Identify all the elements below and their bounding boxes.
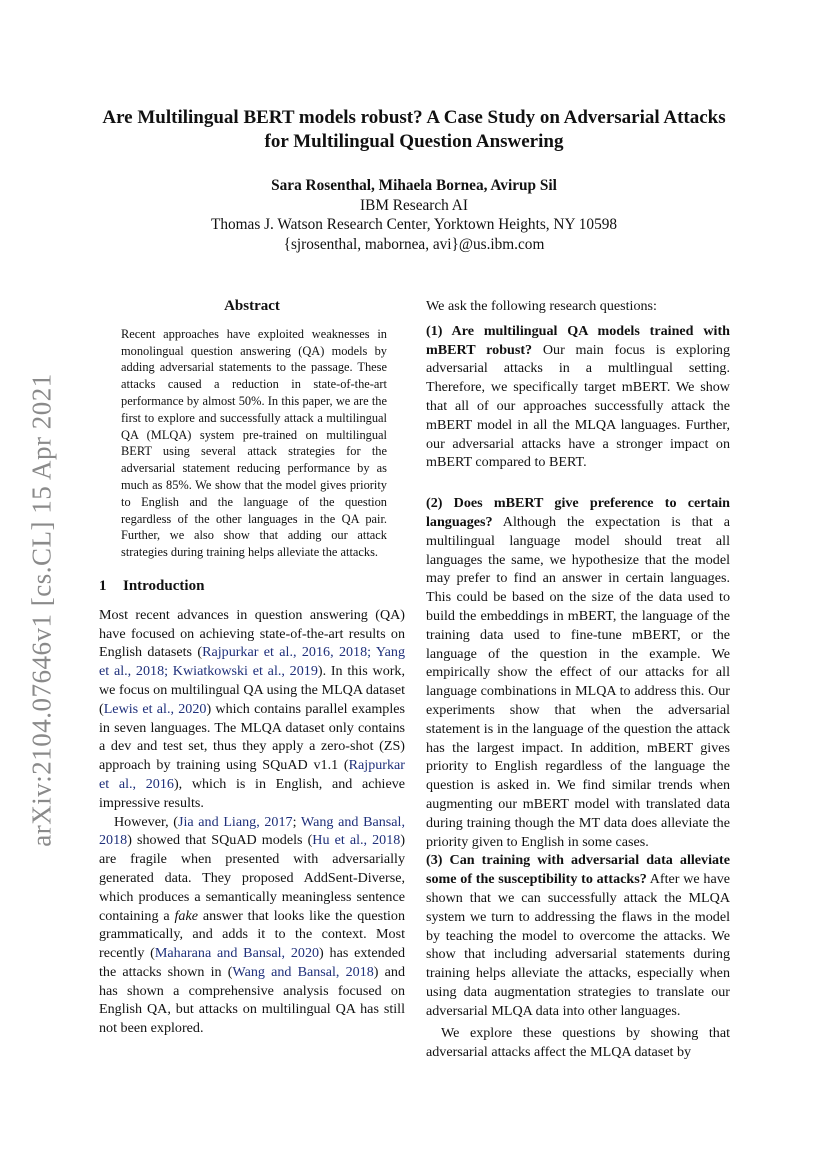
citation-link[interactable]: Wang and Bansal, 2018 <box>99 813 405 849</box>
author-affiliation: IBM Research AI <box>360 196 468 214</box>
text-run: Most recent advances in question answering (QA) have focused on achieving state-of-the-art results on English datasets ( <box>99 606 405 661</box>
text-run: ), which is in English, and achieve impressive results. <box>99 775 405 811</box>
author-address: Thomas J. Watson Research Center, Yorktown Heights, NY 10598 <box>210 216 618 233</box>
citation-link[interactable]: Jia and Liang, 2017 <box>177 813 293 830</box>
abstract-heading: Abstract <box>224 298 280 314</box>
text-run: ) showed that SQuAD models ( <box>127 832 313 849</box>
citation-link[interactable]: Lewis et al., 2020 <box>103 700 207 717</box>
text-run: ) and has shown a comprehensive analysis focused on English QA, but attacks on multilingual QA has still not been explored. <box>99 963 405 1037</box>
citation-link[interactable]: Rajpurkar et al., 2016, 2018; Yang et al., 2018; Kwiatkowski et al., 2019 <box>99 644 405 680</box>
text-run: ) are fragile when presented with adversarially generated data. They proposed AddSent-Diverse, which produces a semantically meaningless sentence containing a <box>99 832 406 924</box>
paper-title: Are Multilingual BERT models robust? A Case Study on Adversarial Attacks for Multilingual Question Answering <box>102 107 726 152</box>
text-run: answer that looks like the question grammatically, and adds it to the context. Most recently ( <box>99 907 405 962</box>
research-question-2 <box>426 494 730 851</box>
intro-paragraph-2 <box>99 813 405 1039</box>
abstract-text: Recent approaches have exploited weaknesses in monolingual question answering (QA) models by adding adversarial statements to the passage. These attacks caused a reduction in state-of-the-art performance by almost 50%. In this paper, we are the first to explore and successfully attack a multilingual QA (MLQA) system pre-trained on multilingual BERT using several attack strategies for the adversarial statement reducing performance by as much as 85%. We show that the model gives priority to English and the language of the question regardless of the other languages in the QA pair. Further, we also show that adding our attack strategies during training helps alleviate the attacks. <box>121 326 387 560</box>
section-title: Introduction <box>123 577 205 594</box>
question-text: Our main focus is exploring adversarial attacks in a multlingual setting. Therefore, we specifically target mBERT. We show that all of our approaches successfully attack the mBERT model in all the MLQA languages. Further, our adversarial attacks have a stronger impact on mBERT compared to BERT. <box>426 341 730 471</box>
left-column <box>99 297 405 1038</box>
intro-paragraph-1 <box>99 606 405 813</box>
section-heading-introduction <box>99 577 405 596</box>
research-questions-lead: We ask the following research questions: <box>426 298 657 314</box>
text-run: ; <box>292 813 301 830</box>
question-heading: (2) Does mBERT give preference to certain languages? <box>426 495 730 530</box>
author-block <box>90 176 738 254</box>
text-run: ) has extended the attacks shown in ( <box>99 945 405 980</box>
citation-link[interactable]: Maharana and Bansal, 2020 <box>154 945 320 962</box>
question-heading: (1) Are multilingual QA models trained with mBERT robust? <box>426 322 730 358</box>
question-heading: (3) Can training with adversarial data alleviate some of the susceptibility to attacks? <box>426 852 730 888</box>
author-emails: {sjrosenthal, mabornea, avi}@us.ibm.com <box>283 235 545 253</box>
citation-link[interactable]: Hu et al., 2018 <box>312 832 401 849</box>
arxiv-identifier <box>22 360 62 860</box>
emphasis-text: fake <box>174 907 198 924</box>
text-run: ) which contains parallel examples in seven languages. The MLQA dataset only contains a dev and test set, thus they apply a zero-shot (ZS) approach by training using SQuAD v1.1 ( <box>99 700 405 774</box>
right-column <box>426 297 730 1062</box>
arxiv-id-text: arXiv:2104.07646v1 [cs.CL] 15 Apr 2021 <box>26 373 57 847</box>
citation-link[interactable]: Wang and Bansal, 2018 <box>232 963 374 980</box>
closing-paragraph: We explore these questions by showing that adversarial attacks affect the MLQA dataset by <box>426 1025 730 1061</box>
question-text: After we have shown that we can successfully attack the MLQA system we turn to addressing the flaws in the model by teaching the model to overcome the attacks. We show that including adversarial statements during training helps alleviate the attacks, especially when using data augmentation strategies to translate our adversarial MLQA data into other languages. <box>426 871 730 1019</box>
citation-link[interactable]: Rajpurkar et al., 2016 <box>99 757 405 792</box>
section-number: 1 <box>99 577 107 594</box>
text-run: ). In this work, we focus on multilingual QA using the MLQA dataset ( <box>99 663 405 717</box>
research-question-3 <box>426 851 730 1020</box>
research-question-1 <box>426 322 730 472</box>
author-names: Sara Rosenthal, Mihaela Bornea, Avirup Sil <box>271 177 557 194</box>
question-text: Although the expectation is that a multilingual language model should treat all languages the same, we hypothesize that the model may prefer to find an answer in certain languages. This could be based on the size of the data used to build the embeddings in mBERT, the language of the training data used to fine-tune mBERT, or the language of the question in the example. We empirically show the effect of our attacks for all language combinations in MLQA to address this. Our experiments show that when the adversarial statement is in the language of the question the attack has the largest impact. In addition, mBERT gives priority to English regardless of the language the question is asked in. We find similar trends when augmenting our mBERT model with translated data during training though the MT data does alleviate the priority given to English in some cases. <box>426 513 730 850</box>
text-run: However, ( <box>114 813 178 830</box>
